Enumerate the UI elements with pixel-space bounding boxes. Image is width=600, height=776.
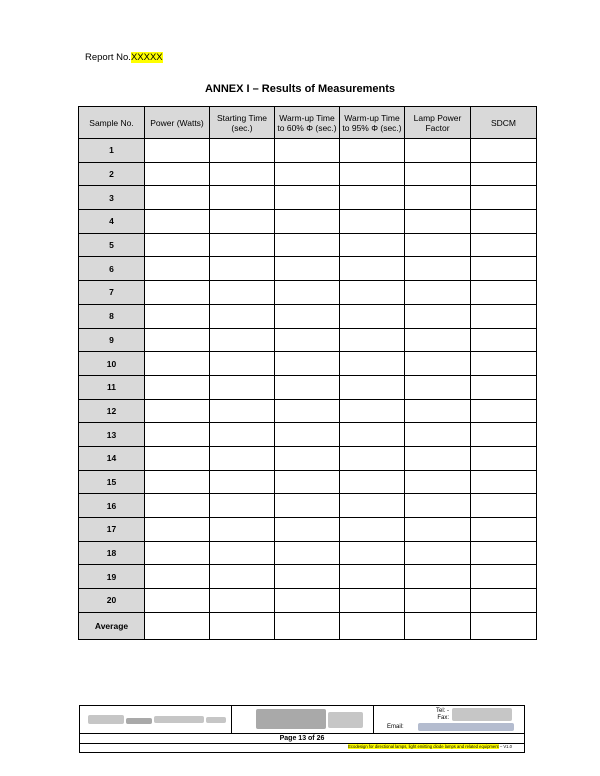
power-cell[interactable]: [145, 304, 210, 328]
sdcm-cell[interactable]: [471, 589, 537, 613]
warmup-60-cell[interactable]: [275, 399, 340, 423]
sdcm-cell[interactable]: [471, 470, 537, 494]
starting-time-cell[interactable]: [210, 494, 275, 518]
lamp-power-factor-cell[interactable]: [405, 470, 471, 494]
warmup-60-cell[interactable]: [275, 210, 340, 234]
col-header-power: Power (Watts): [145, 107, 210, 139]
sample-number-cell: 20: [79, 589, 145, 613]
page-number: Page 13 of 26: [80, 734, 524, 744]
results-table: [78, 106, 537, 640]
footer-lab-name-redacted: [80, 706, 232, 733]
table-row: [79, 281, 537, 305]
col-header-lamp-power-factor: Lamp Power Factor: [405, 107, 471, 139]
table-row: [79, 446, 537, 470]
warmup-60-cell[interactable]: [275, 612, 340, 639]
starting-time-cell[interactable]: [210, 446, 275, 470]
warmup-60-cell[interactable]: [275, 565, 340, 589]
table-row: [79, 565, 537, 589]
average-label: Average: [79, 612, 145, 639]
table-row: [79, 328, 537, 352]
warmup-95-cell[interactable]: [340, 446, 405, 470]
table-row: [79, 233, 537, 257]
sdcm-cell[interactable]: [471, 375, 537, 399]
warmup-60-cell[interactable]: [275, 162, 340, 186]
lamp-power-factor-cell[interactable]: [405, 233, 471, 257]
warmup-60-cell[interactable]: [275, 494, 340, 518]
sample-number-cell: 1: [79, 139, 145, 163]
starting-time-cell[interactable]: [210, 470, 275, 494]
sample-number-cell: 18: [79, 541, 145, 565]
power-cell[interactable]: [145, 565, 210, 589]
warmup-95-cell[interactable]: [340, 210, 405, 234]
table-header-row: [79, 107, 537, 139]
sample-number-cell: 19: [79, 565, 145, 589]
starting-time-cell[interactable]: [210, 328, 275, 352]
power-cell[interactable]: [145, 375, 210, 399]
lamp-power-factor-cell[interactable]: [405, 612, 471, 639]
annex-title: ANNEX I – Results of Measurements: [204, 83, 396, 95]
warmup-95-cell[interactable]: [340, 470, 405, 494]
lamp-power-factor-cell[interactable]: [405, 328, 471, 352]
starting-time-cell[interactable]: [210, 162, 275, 186]
warmup-95-cell[interactable]: [340, 304, 405, 328]
footer-fax: Fax:: [437, 715, 449, 721]
warmup-95-cell[interactable]: [340, 494, 405, 518]
sample-number-cell: 9: [79, 328, 145, 352]
sdcm-cell[interactable]: [471, 446, 537, 470]
sdcm-cell[interactable]: [471, 162, 537, 186]
warmup-60-cell[interactable]: [275, 139, 340, 163]
warmup-60-cell[interactable]: [275, 589, 340, 613]
warmup-60-cell[interactable]: [275, 446, 340, 470]
col-header-warmup-60: Warm-up Time to 60% Φ (sec.): [275, 107, 340, 139]
starting-time-cell[interactable]: [210, 257, 275, 281]
report-number: [85, 52, 163, 63]
footer-lab-address-redacted: [232, 706, 374, 733]
report-number-value: XXXXX: [130, 52, 163, 63]
sdcm-cell[interactable]: [471, 281, 537, 305]
warmup-95-cell[interactable]: [340, 233, 405, 257]
lamp-power-factor-cell[interactable]: [405, 375, 471, 399]
power-cell[interactable]: [145, 210, 210, 234]
table-row: [79, 162, 537, 186]
warmup-60-cell[interactable]: [275, 257, 340, 281]
table-row: [79, 186, 537, 210]
sdcm-cell[interactable]: [471, 233, 537, 257]
power-cell[interactable]: [145, 352, 210, 376]
warmup-95-cell[interactable]: [340, 139, 405, 163]
table-row: [79, 423, 537, 447]
lamp-power-factor-cell[interactable]: [405, 541, 471, 565]
warmup-60-cell[interactable]: [275, 518, 340, 542]
table-row: [79, 399, 537, 423]
warmup-95-cell[interactable]: [340, 589, 405, 613]
footer-contact: [374, 706, 524, 733]
starting-time-cell[interactable]: [210, 233, 275, 257]
starting-time-cell[interactable]: [210, 423, 275, 447]
sample-number-cell: 13: [79, 423, 145, 447]
starting-time-cell[interactable]: [210, 281, 275, 305]
footer-top-row: [80, 706, 524, 734]
lamp-power-factor-cell[interactable]: [405, 210, 471, 234]
sdcm-cell[interactable]: [471, 257, 537, 281]
power-cell[interactable]: [145, 399, 210, 423]
power-cell[interactable]: [145, 612, 210, 639]
footer-version: – V1.0: [499, 744, 512, 749]
warmup-60-cell[interactable]: [275, 423, 340, 447]
sample-number-cell: 2: [79, 162, 145, 186]
warmup-95-cell[interactable]: [340, 352, 405, 376]
sample-number-cell: 11: [79, 375, 145, 399]
sample-number-cell: 7: [79, 281, 145, 305]
col-header-warmup-95: Warm-up Time to 95% Φ (sec.): [340, 107, 405, 139]
power-cell[interactable]: [145, 541, 210, 565]
warmup-60-cell[interactable]: [275, 233, 340, 257]
sample-number-cell: 3: [79, 186, 145, 210]
table-row: [79, 518, 537, 542]
lamp-power-factor-cell[interactable]: [405, 281, 471, 305]
starting-time-cell[interactable]: [210, 304, 275, 328]
table-row: [79, 210, 537, 234]
starting-time-cell[interactable]: [210, 612, 275, 639]
power-cell[interactable]: [145, 186, 210, 210]
sample-number-cell: 5: [79, 233, 145, 257]
starting-time-cell[interactable]: [210, 139, 275, 163]
sdcm-cell[interactable]: [471, 494, 537, 518]
warmup-95-cell[interactable]: [340, 375, 405, 399]
lamp-power-factor-cell[interactable]: [405, 352, 471, 376]
warmup-60-cell[interactable]: [275, 541, 340, 565]
warmup-95-cell[interactable]: [340, 186, 405, 210]
power-cell[interactable]: [145, 139, 210, 163]
sdcm-cell[interactable]: [471, 612, 537, 639]
sample-number-cell: 4: [79, 210, 145, 234]
sdcm-cell[interactable]: [471, 352, 537, 376]
starting-time-cell[interactable]: [210, 541, 275, 565]
lamp-power-factor-cell[interactable]: [405, 186, 471, 210]
power-cell[interactable]: [145, 494, 210, 518]
warmup-95-cell[interactable]: [340, 399, 405, 423]
sdcm-cell[interactable]: [471, 210, 537, 234]
power-cell[interactable]: [145, 518, 210, 542]
warmup-60-cell[interactable]: [275, 281, 340, 305]
report-number-label: Report No.: [85, 52, 131, 63]
lamp-power-factor-cell[interactable]: [405, 518, 471, 542]
warmup-95-cell[interactable]: [340, 565, 405, 589]
warmup-60-cell[interactable]: [275, 304, 340, 328]
power-cell[interactable]: [145, 470, 210, 494]
lamp-power-factor-cell[interactable]: [405, 304, 471, 328]
starting-time-cell[interactable]: [210, 518, 275, 542]
power-cell[interactable]: [145, 162, 210, 186]
warmup-95-cell[interactable]: [340, 541, 405, 565]
starting-time-cell[interactable]: [210, 375, 275, 399]
table-row: [79, 304, 537, 328]
sdcm-cell[interactable]: [471, 423, 537, 447]
warmup-95-cell[interactable]: [340, 257, 405, 281]
sdcm-cell[interactable]: [471, 399, 537, 423]
warmup-95-cell[interactable]: [340, 328, 405, 352]
lamp-power-factor-cell[interactable]: [405, 589, 471, 613]
sdcm-cell[interactable]: [471, 565, 537, 589]
sdcm-cell[interactable]: [471, 304, 537, 328]
col-header-sample-no: Sample No.: [79, 107, 145, 139]
starting-time-cell[interactable]: [210, 589, 275, 613]
sample-number-cell: 10: [79, 352, 145, 376]
table-row: [79, 494, 537, 518]
lamp-power-factor-cell[interactable]: [405, 423, 471, 447]
starting-time-cell[interactable]: [210, 565, 275, 589]
table-row: [79, 470, 537, 494]
warmup-95-cell[interactable]: [340, 612, 405, 639]
table-row: [79, 139, 537, 163]
warmup-95-cell[interactable]: [340, 162, 405, 186]
table-row: [79, 541, 537, 565]
power-cell[interactable]: [145, 446, 210, 470]
starting-time-cell[interactable]: [210, 186, 275, 210]
sample-number-cell: 14: [79, 446, 145, 470]
warmup-60-cell[interactable]: [275, 352, 340, 376]
sdcm-cell[interactable]: [471, 328, 537, 352]
sdcm-cell[interactable]: [471, 139, 537, 163]
starting-time-cell[interactable]: [210, 352, 275, 376]
col-header-sdcm: SDCM: [471, 107, 537, 139]
table-row: [79, 352, 537, 376]
sdcm-cell[interactable]: [471, 541, 537, 565]
warmup-95-cell[interactable]: [340, 281, 405, 305]
sample-number-cell: 15: [79, 470, 145, 494]
sample-number-cell: 17: [79, 518, 145, 542]
table-row: [79, 375, 537, 399]
page-footer: [79, 705, 525, 753]
power-cell[interactable]: [145, 589, 210, 613]
power-cell[interactable]: [145, 423, 210, 447]
col-header-starting-time: Starting Time (sec.): [210, 107, 275, 139]
sample-number-cell: 6: [79, 257, 145, 281]
warmup-60-cell[interactable]: [275, 328, 340, 352]
starting-time-cell[interactable]: [210, 399, 275, 423]
lamp-power-factor-cell[interactable]: [405, 399, 471, 423]
footer-disclaimer-text: Ecodesign for directional lamps, light emitting diode lamps and related equipment: [348, 744, 499, 749]
table-row: [79, 589, 537, 613]
power-cell[interactable]: [145, 281, 210, 305]
sample-number-cell: 12: [79, 399, 145, 423]
lamp-power-factor-cell[interactable]: [405, 494, 471, 518]
warmup-95-cell[interactable]: [340, 518, 405, 542]
lamp-power-factor-cell[interactable]: [405, 139, 471, 163]
warmup-60-cell[interactable]: [275, 470, 340, 494]
power-cell[interactable]: [145, 257, 210, 281]
lamp-power-factor-cell[interactable]: [405, 446, 471, 470]
sdcm-cell[interactable]: [471, 518, 537, 542]
lamp-power-factor-cell[interactable]: [405, 162, 471, 186]
lamp-power-factor-cell[interactable]: [405, 257, 471, 281]
lamp-power-factor-cell[interactable]: [405, 565, 471, 589]
sdcm-cell[interactable]: [471, 186, 537, 210]
average-row: [79, 612, 537, 639]
starting-time-cell[interactable]: [210, 210, 275, 234]
footer-tel: Tel: -: [435, 708, 449, 714]
warmup-60-cell[interactable]: [275, 375, 340, 399]
warmup-60-cell[interactable]: [275, 186, 340, 210]
power-cell[interactable]: [145, 233, 210, 257]
warmup-95-cell[interactable]: [340, 423, 405, 447]
sample-number-cell: 16: [79, 494, 145, 518]
power-cell[interactable]: [145, 328, 210, 352]
footer-disclaimer: [348, 744, 512, 750]
table-row: [79, 257, 537, 281]
footer-email: Email:: [387, 724, 404, 730]
sample-number-cell: 8: [79, 304, 145, 328]
